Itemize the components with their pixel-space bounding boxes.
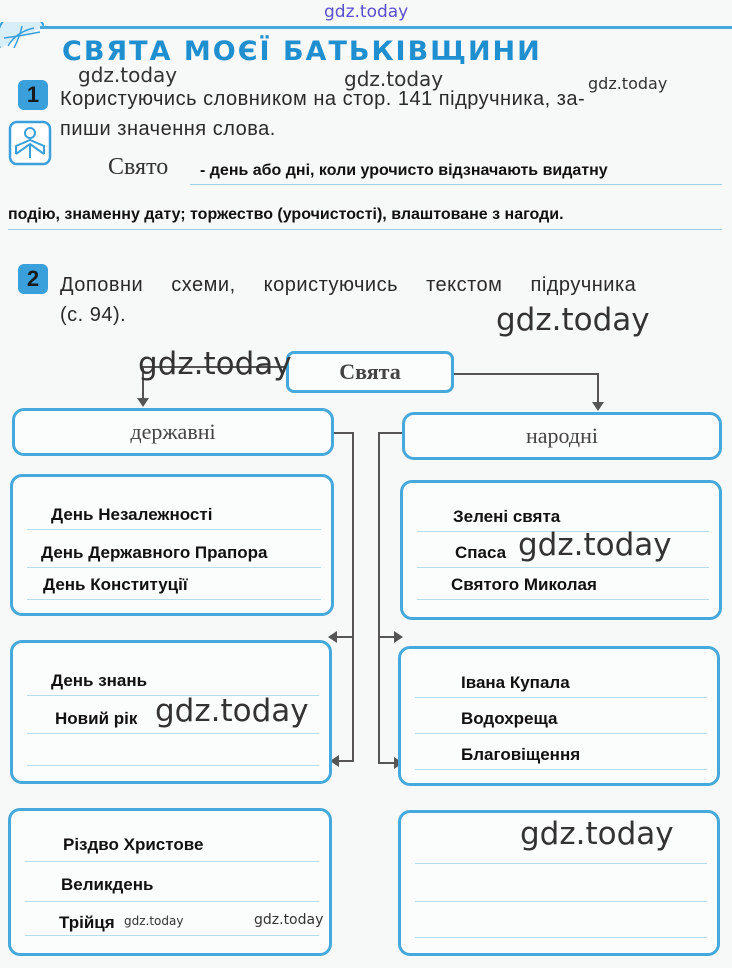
list-item: Благовіщення xyxy=(461,745,581,764)
list-item: Святого Миколая xyxy=(451,575,597,594)
watermark: gdz.today xyxy=(138,346,292,382)
folk-holidays-box-2 xyxy=(398,646,720,786)
state-holidays-box-1 xyxy=(10,474,334,616)
connector-line xyxy=(597,373,599,405)
writing-line xyxy=(25,935,319,936)
state-holidays-box-3 xyxy=(8,808,332,956)
watermark: gdz.today xyxy=(155,693,309,729)
globe-icon xyxy=(0,22,44,48)
writing-line xyxy=(190,184,722,185)
defined-word: Свято xyxy=(108,154,169,180)
task2-text-line2: (с. 94). xyxy=(60,304,127,326)
list-item: День Конституції xyxy=(43,575,188,594)
writing-line xyxy=(27,567,321,568)
writing-line xyxy=(415,901,707,902)
task-number-2: 2 xyxy=(18,264,48,294)
definition-line2: подію, знаменну дату; торжество (урочистості), влаштоване з нагоди. xyxy=(8,206,564,223)
state-holidays-label: державні xyxy=(130,419,216,444)
state-holidays-header xyxy=(12,408,334,456)
watermark: gdz.today xyxy=(496,302,650,338)
writing-line xyxy=(417,599,709,600)
writing-line xyxy=(25,901,319,902)
watermark: gdz.today xyxy=(78,63,178,87)
list-item: Різдво Христове xyxy=(63,835,204,854)
folk-holidays-header xyxy=(402,412,722,460)
folk-holidays-label: народні xyxy=(526,423,598,448)
list-item: День Державного Прапора xyxy=(41,543,268,562)
connector-line xyxy=(332,432,354,434)
scheme-root-box xyxy=(286,351,454,393)
writing-line xyxy=(415,863,707,864)
arrow-right-icon xyxy=(394,631,403,643)
list-item: Водохреща xyxy=(461,709,558,728)
writing-line xyxy=(27,733,319,734)
writing-line xyxy=(27,529,321,530)
list-item: Трійця xyxy=(59,913,115,932)
task1-text-line1: Користуючись словником на стор. 141 підручника, за- xyxy=(60,88,586,110)
watermark-top: gdz.today xyxy=(324,2,409,22)
arrow-left-icon xyxy=(328,631,337,643)
writing-line xyxy=(415,733,707,734)
list-item: Івана Купала xyxy=(461,673,570,692)
scheme-root-label: Свята xyxy=(339,359,401,384)
arrow-down-icon xyxy=(137,398,149,407)
task2-text-line1: Доповни схеми, користуючись текстом підручника xyxy=(60,274,637,296)
header-rule xyxy=(40,26,732,29)
writing-line xyxy=(415,697,707,698)
writing-line xyxy=(27,765,319,766)
page-title: СВЯТА МОЄЇ БАТЬКІВЩИНИ xyxy=(62,36,542,67)
task-number-1: 1 xyxy=(18,80,48,110)
connector-line xyxy=(352,432,354,762)
writing-line xyxy=(25,861,319,862)
writing-line xyxy=(8,229,722,230)
connector-line xyxy=(452,373,598,375)
watermark: gdz.today xyxy=(254,912,324,928)
writing-line xyxy=(417,567,709,568)
arrow-down-icon xyxy=(592,402,604,411)
watermark: gdz.today xyxy=(518,527,672,563)
definition-line1: - день або дні, коли урочисто відзначають видатну xyxy=(200,162,608,179)
connector-line xyxy=(378,432,380,764)
list-item: День Незалежності xyxy=(51,505,213,524)
list-item: День знань xyxy=(51,671,148,690)
writing-line xyxy=(415,937,707,938)
reading-child-icon xyxy=(8,120,52,166)
list-item: Новий рік xyxy=(55,709,138,728)
connector-line xyxy=(378,432,402,434)
list-item: Зелені свята xyxy=(453,507,561,526)
watermark: gdz.today xyxy=(520,816,674,852)
list-item: Великдень xyxy=(61,875,154,894)
watermark: gdz.today xyxy=(124,914,184,928)
watermark: gdz.today xyxy=(588,74,668,93)
watermark: gdz.today xyxy=(344,67,444,91)
list-item: Спаса xyxy=(455,543,507,562)
writing-line xyxy=(27,599,321,600)
task1-text-line2: пиши значення слова. xyxy=(60,118,276,140)
writing-line xyxy=(415,769,707,770)
